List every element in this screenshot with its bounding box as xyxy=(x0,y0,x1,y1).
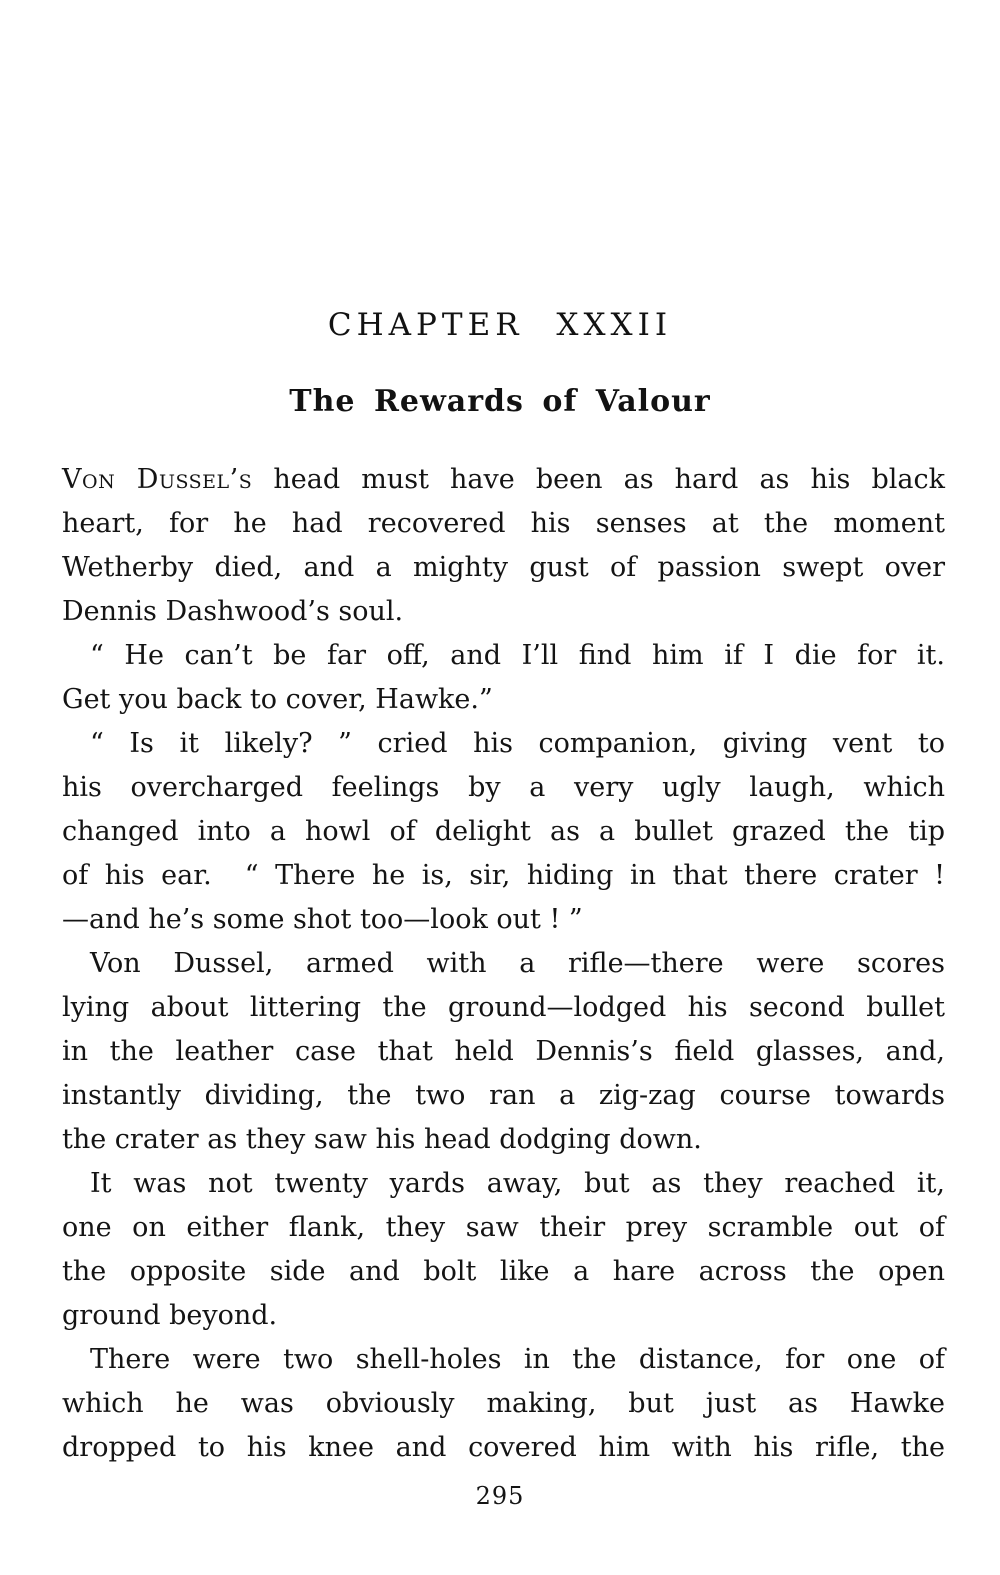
page-number: 295 xyxy=(475,1482,525,1510)
text-line: —and he’s some shot too—look out ! ” xyxy=(62,904,583,935)
paragraph xyxy=(62,634,945,722)
text-line: Get you back to cover, Hawke.” xyxy=(62,684,493,715)
paragraph xyxy=(62,722,945,942)
text-line: the opposite side and bolt like a hare across the open xyxy=(62,1256,945,1287)
chapter-heading: CHAPTER XXXII xyxy=(327,307,673,343)
chapter-title: The Rewards of Valour xyxy=(289,384,711,419)
paragraph xyxy=(62,942,945,1162)
paragraph xyxy=(62,1162,945,1338)
text-line: instantly dividing, the two ran a zig-zag course towards xyxy=(62,1080,945,1111)
text-line: the crater as they saw his head dodging down. xyxy=(62,1124,702,1155)
text-line: which he was obviously making, but just as Hawke xyxy=(62,1388,945,1419)
text-line: his overcharged feelings by a very ugly laugh, which xyxy=(62,772,945,803)
text-line: ground beyond. xyxy=(62,1300,278,1331)
text-line: Wetherby died, and a mighty gust of passion swept over xyxy=(62,552,945,583)
paragraph xyxy=(62,458,945,634)
text-line: dropped to his knee and covered him with his rifle, the xyxy=(62,1432,945,1463)
text-line: “ He can’t be far off, and I’ll find him if I die for it. xyxy=(90,640,945,671)
text-line: in the leather case that held Dennis’s field glasses, and, xyxy=(62,1036,945,1067)
text-line: Von Dussel, armed with a rifle—there were scores xyxy=(90,948,945,979)
text-line: lying about littering the ground—lodged his second bullet xyxy=(62,992,945,1023)
text-line: “ Is it likely? ” cried his companion, giving vent to xyxy=(90,728,945,759)
text-line: It was not twenty yards away, but as they reached it, xyxy=(90,1168,945,1199)
smallcaps-lead: Von Dussel’s xyxy=(62,464,253,495)
text-line: changed into a howl of delight as a bullet grazed the tip xyxy=(62,816,945,847)
text-line: one on either flank, they saw their prey scramble out of xyxy=(62,1212,945,1243)
body-text xyxy=(62,458,945,1470)
text-line: heart, for he had recovered his senses at the moment xyxy=(62,508,945,539)
text-line: of his ear. “ There he is, sir, hiding in that there crater ! xyxy=(62,860,945,891)
text-line: Von Dussel’s head must have been as hard as his black xyxy=(62,464,946,495)
text-line: Dennis Dashwood’s soul. xyxy=(62,596,404,627)
text-line: There were two shell-holes in the distance, for one of xyxy=(90,1344,945,1375)
paragraph xyxy=(62,1338,945,1470)
